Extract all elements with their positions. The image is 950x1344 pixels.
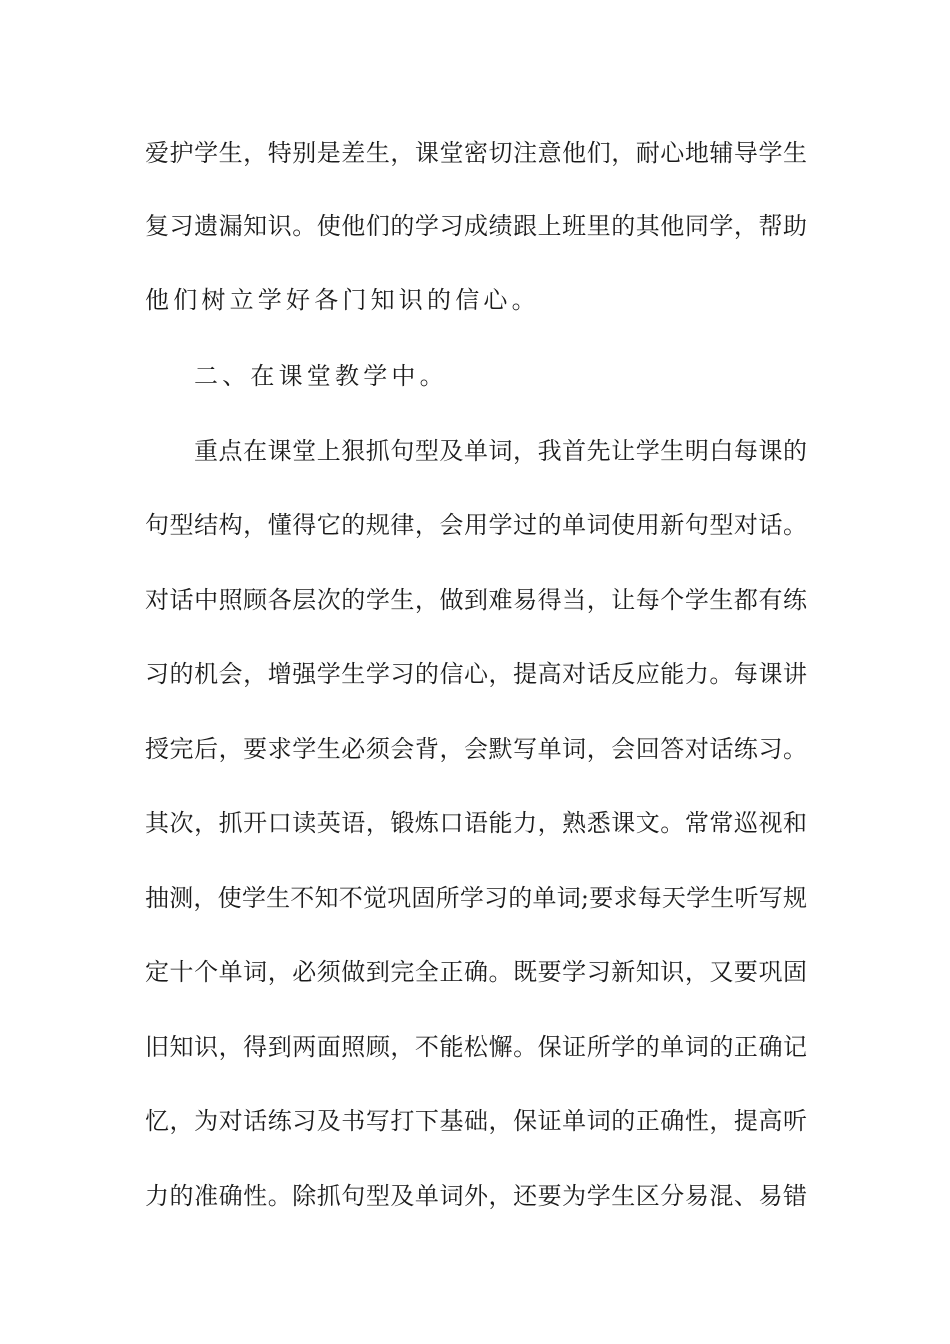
text-line: 其次，抓开口读英语，锻炼口语能力，熟悉课文。常常巡视和 [145, 809, 807, 837]
text-line: 忆，为对话练习及书写打下基础，保证单词的正确性，提高听 [145, 1107, 807, 1135]
text-line: 对话中照顾各层次的学生，做到难易得当，让每个学生都有练 [145, 586, 807, 614]
text-line: 习的机会，增强学生学习的信心，提高对话反应能力。每课讲 [145, 660, 807, 688]
text-line: 力的准确性。除抓句型及单词外，还要为学生区分易混、易错 [145, 1182, 807, 1210]
text-line: 旧知识，得到两面照顾，不能松懈。保证所学的单词的正确记 [145, 1033, 807, 1061]
text-line: 重点在课堂上狠抓句型及单词，我首先让学生明白每课的 [194, 437, 807, 465]
text-line: 定十个单词，必须做到完全正确。既要学习新知识，又要巩固 [145, 958, 807, 986]
text-line: 他们树立学好各门知识的信心。 [145, 286, 540, 314]
text-line: 授完后，要求学生必须会背，会默写单词，会回答对话练习。 [145, 735, 807, 763]
text-line: 复习遗漏知识。使他们的学习成绩跟上班里的其他同学，帮助 [145, 212, 807, 240]
text-line: 爱护学生，特别是差生，课堂密切注意他们，耐心地辅导学生 [145, 139, 807, 167]
section-heading: 二、在课堂教学中。 [194, 362, 448, 390]
text-line: 抽测，使学生不知不觉巩固所学习的单词;要求每天学生听写规 [145, 884, 807, 912]
text-line: 句型结构，懂得它的规律，会用学过的单词使用新句型对话。 [145, 511, 807, 539]
